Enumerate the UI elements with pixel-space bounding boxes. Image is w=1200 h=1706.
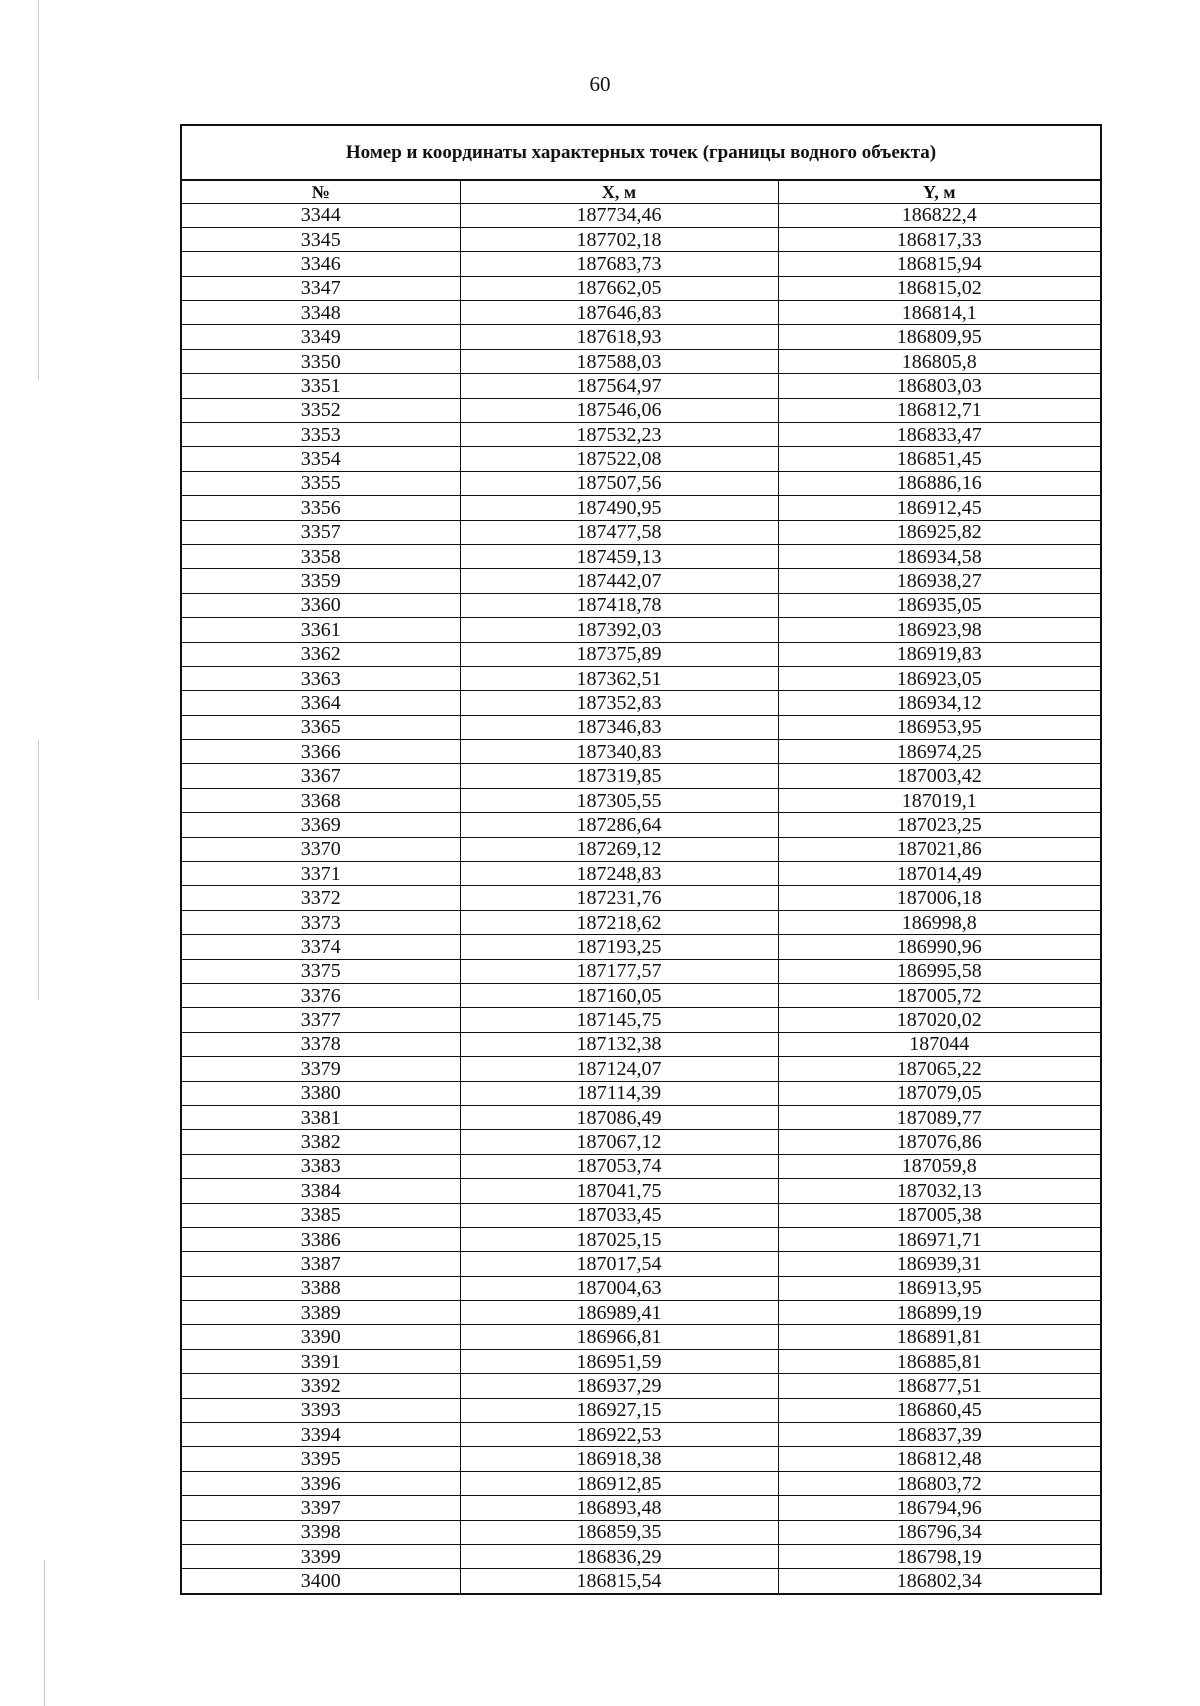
table-row — [182, 1179, 1100, 1203]
table-row — [182, 1447, 1100, 1471]
cell-x-coordinate: 187662,05 — [460, 276, 778, 300]
cell-x-coordinate: 187618,93 — [460, 325, 778, 349]
table-row — [182, 1496, 1100, 1520]
table-row — [182, 1105, 1100, 1129]
table-row — [182, 691, 1100, 715]
cell-y-coordinate: 186923,05 — [778, 666, 1100, 690]
table-row — [182, 666, 1100, 690]
table-row — [182, 593, 1100, 617]
cell-point-number: 3346 — [182, 252, 460, 276]
cell-y-coordinate: 187003,42 — [778, 764, 1100, 788]
cell-point-number: 3387 — [182, 1252, 460, 1276]
cell-x-coordinate: 187459,13 — [460, 544, 778, 568]
table-row — [182, 1520, 1100, 1544]
cell-x-coordinate: 187033,45 — [460, 1203, 778, 1227]
cell-point-number: 3354 — [182, 447, 460, 471]
cell-point-number: 3357 — [182, 520, 460, 544]
table-row — [182, 862, 1100, 886]
table-row — [182, 349, 1100, 373]
cell-x-coordinate: 187507,56 — [460, 471, 778, 495]
table-row — [182, 1057, 1100, 1081]
cell-y-coordinate: 186794,96 — [778, 1496, 1100, 1520]
cell-x-coordinate: 187319,85 — [460, 764, 778, 788]
table-row — [182, 984, 1100, 1008]
table-row — [182, 1130, 1100, 1154]
scan-margin-line — [38, 740, 39, 1000]
table-row — [182, 788, 1100, 812]
table-row — [182, 1423, 1100, 1447]
cell-x-coordinate: 187340,83 — [460, 740, 778, 764]
cell-x-coordinate: 187392,03 — [460, 618, 778, 642]
cell-x-coordinate: 187218,62 — [460, 910, 778, 934]
cell-point-number: 3360 — [182, 593, 460, 617]
table-row — [182, 959, 1100, 983]
table-row — [182, 1301, 1100, 1325]
cell-x-coordinate: 187114,39 — [460, 1081, 778, 1105]
cell-y-coordinate: 186802,34 — [778, 1569, 1100, 1593]
cell-point-number: 3362 — [182, 642, 460, 666]
table-row — [182, 1398, 1100, 1422]
table-row — [182, 423, 1100, 447]
cell-point-number: 3351 — [182, 374, 460, 398]
cell-y-coordinate: 186934,12 — [778, 691, 1100, 715]
cell-point-number: 3382 — [182, 1130, 460, 1154]
cell-x-coordinate: 187004,63 — [460, 1276, 778, 1300]
cell-point-number: 3379 — [182, 1057, 460, 1081]
cell-x-coordinate: 186893,48 — [460, 1496, 778, 1520]
cell-y-coordinate: 186953,95 — [778, 715, 1100, 739]
cell-y-coordinate: 187005,38 — [778, 1203, 1100, 1227]
cell-point-number: 3393 — [182, 1398, 460, 1422]
cell-x-coordinate: 186922,53 — [460, 1423, 778, 1447]
cell-x-coordinate: 186912,85 — [460, 1471, 778, 1495]
cell-y-coordinate: 186919,83 — [778, 642, 1100, 666]
table-body — [182, 203, 1100, 1593]
cell-point-number: 3391 — [182, 1349, 460, 1373]
cell-x-coordinate: 187490,95 — [460, 496, 778, 520]
table-title: Номер и координаты характерных точек (границы водного объекта) — [182, 126, 1100, 181]
cell-point-number: 3392 — [182, 1374, 460, 1398]
table-row — [182, 301, 1100, 325]
cell-x-coordinate: 187025,15 — [460, 1227, 778, 1251]
cell-y-coordinate: 186822,4 — [778, 203, 1100, 227]
cell-y-coordinate: 186814,1 — [778, 301, 1100, 325]
coordinates-grid — [182, 181, 1100, 1593]
cell-y-coordinate: 186803,03 — [778, 374, 1100, 398]
cell-point-number: 3345 — [182, 227, 460, 251]
cell-x-coordinate: 187305,55 — [460, 788, 778, 812]
cell-x-coordinate: 186815,54 — [460, 1569, 778, 1593]
cell-y-coordinate: 186805,8 — [778, 349, 1100, 373]
cell-y-coordinate: 187005,72 — [778, 984, 1100, 1008]
cell-y-coordinate: 186925,82 — [778, 520, 1100, 544]
cell-point-number: 3369 — [182, 813, 460, 837]
table-row — [182, 1008, 1100, 1032]
table-row — [182, 1544, 1100, 1568]
table-row — [182, 935, 1100, 959]
cell-point-number: 3375 — [182, 959, 460, 983]
cell-y-coordinate: 187089,77 — [778, 1105, 1100, 1129]
cell-point-number: 3371 — [182, 862, 460, 886]
table-row — [182, 813, 1100, 837]
cell-y-coordinate: 186877,51 — [778, 1374, 1100, 1398]
cell-x-coordinate: 187053,74 — [460, 1154, 778, 1178]
cell-y-coordinate: 186798,19 — [778, 1544, 1100, 1568]
cell-x-coordinate: 186918,38 — [460, 1447, 778, 1471]
cell-x-coordinate: 187546,06 — [460, 398, 778, 422]
cell-point-number: 3361 — [182, 618, 460, 642]
cell-x-coordinate: 187564,97 — [460, 374, 778, 398]
table-row — [182, 886, 1100, 910]
cell-y-coordinate: 186995,58 — [778, 959, 1100, 983]
table-row — [182, 1276, 1100, 1300]
cell-x-coordinate: 187286,64 — [460, 813, 778, 837]
cell-y-coordinate: 186886,16 — [778, 471, 1100, 495]
table-row — [182, 447, 1100, 471]
table-row — [182, 520, 1100, 544]
cell-x-coordinate: 187532,23 — [460, 423, 778, 447]
cell-point-number: 3353 — [182, 423, 460, 447]
cell-x-coordinate: 187145,75 — [460, 1008, 778, 1032]
cell-x-coordinate: 187086,49 — [460, 1105, 778, 1129]
cell-point-number: 3374 — [182, 935, 460, 959]
cell-x-coordinate: 187160,05 — [460, 984, 778, 1008]
cell-point-number: 3377 — [182, 1008, 460, 1032]
cell-y-coordinate: 186990,96 — [778, 935, 1100, 959]
cell-x-coordinate: 187193,25 — [460, 935, 778, 959]
cell-x-coordinate: 187248,83 — [460, 862, 778, 886]
table-row — [182, 715, 1100, 739]
cell-y-coordinate: 187019,1 — [778, 788, 1100, 812]
table-row — [182, 1569, 1100, 1593]
cell-x-coordinate: 187362,51 — [460, 666, 778, 690]
cell-y-coordinate: 187076,86 — [778, 1130, 1100, 1154]
cell-x-coordinate: 187352,83 — [460, 691, 778, 715]
cell-y-coordinate: 186809,95 — [778, 325, 1100, 349]
table-row — [182, 374, 1100, 398]
cell-x-coordinate: 187041,75 — [460, 1179, 778, 1203]
cell-point-number: 3394 — [182, 1423, 460, 1447]
cell-x-coordinate: 187132,38 — [460, 1032, 778, 1056]
cell-y-coordinate: 186923,98 — [778, 618, 1100, 642]
cell-point-number: 3384 — [182, 1179, 460, 1203]
column-header-y: Y, м — [778, 181, 1100, 203]
cell-x-coordinate: 187375,89 — [460, 642, 778, 666]
cell-x-coordinate: 187522,08 — [460, 447, 778, 471]
cell-y-coordinate: 186833,47 — [778, 423, 1100, 447]
cell-point-number: 3348 — [182, 301, 460, 325]
cell-x-coordinate: 187418,78 — [460, 593, 778, 617]
cell-y-coordinate: 186812,71 — [778, 398, 1100, 422]
table-row — [182, 203, 1100, 227]
column-header-number: № — [182, 181, 460, 203]
cell-x-coordinate: 186966,81 — [460, 1325, 778, 1349]
cell-x-coordinate: 187177,57 — [460, 959, 778, 983]
cell-y-coordinate: 187079,05 — [778, 1081, 1100, 1105]
cell-point-number: 3364 — [182, 691, 460, 715]
table-row — [182, 642, 1100, 666]
table-row — [182, 1154, 1100, 1178]
column-header-x: X, м — [460, 181, 778, 203]
cell-point-number: 3370 — [182, 837, 460, 861]
cell-point-number: 3373 — [182, 910, 460, 934]
cell-point-number: 3367 — [182, 764, 460, 788]
cell-y-coordinate: 187021,86 — [778, 837, 1100, 861]
cell-x-coordinate: 187124,07 — [460, 1057, 778, 1081]
cell-y-coordinate: 186939,31 — [778, 1252, 1100, 1276]
table-row — [182, 1203, 1100, 1227]
cell-point-number: 3352 — [182, 398, 460, 422]
cell-point-number: 3400 — [182, 1569, 460, 1593]
table-row — [182, 471, 1100, 495]
cell-point-number: 3381 — [182, 1105, 460, 1129]
cell-y-coordinate: 187044 — [778, 1032, 1100, 1056]
cell-y-coordinate: 186885,81 — [778, 1349, 1100, 1373]
table-row — [182, 569, 1100, 593]
cell-y-coordinate: 186815,02 — [778, 276, 1100, 300]
cell-y-coordinate: 186851,45 — [778, 447, 1100, 471]
cell-x-coordinate: 187702,18 — [460, 227, 778, 251]
table-row — [182, 1471, 1100, 1495]
cell-point-number: 3368 — [182, 788, 460, 812]
cell-y-coordinate: 186803,72 — [778, 1471, 1100, 1495]
table-row — [182, 1349, 1100, 1373]
cell-x-coordinate: 186836,29 — [460, 1544, 778, 1568]
cell-point-number: 3363 — [182, 666, 460, 690]
cell-y-coordinate: 186891,81 — [778, 1325, 1100, 1349]
scan-margin-line — [38, 0, 39, 380]
cell-x-coordinate: 186989,41 — [460, 1301, 778, 1325]
cell-x-coordinate: 187067,12 — [460, 1130, 778, 1154]
table-row — [182, 837, 1100, 861]
cell-y-coordinate: 187020,02 — [778, 1008, 1100, 1032]
table-row — [182, 1325, 1100, 1349]
cell-y-coordinate: 186912,45 — [778, 496, 1100, 520]
cell-y-coordinate: 186974,25 — [778, 740, 1100, 764]
page-number: 60 — [589, 72, 611, 96]
cell-y-coordinate: 187014,49 — [778, 862, 1100, 886]
cell-point-number: 3378 — [182, 1032, 460, 1056]
cell-point-number: 3399 — [182, 1544, 460, 1568]
coordinates-table — [180, 124, 1102, 1595]
table-row — [182, 1081, 1100, 1105]
table-row — [182, 1374, 1100, 1398]
cell-x-coordinate: 187269,12 — [460, 837, 778, 861]
cell-point-number: 3344 — [182, 203, 460, 227]
cell-point-number: 3359 — [182, 569, 460, 593]
table-row — [182, 398, 1100, 422]
cell-y-coordinate: 186899,19 — [778, 1301, 1100, 1325]
cell-x-coordinate: 186859,35 — [460, 1520, 778, 1544]
table-row — [182, 227, 1100, 251]
table-row — [182, 252, 1100, 276]
cell-y-coordinate: 186934,58 — [778, 544, 1100, 568]
scan-margin-line — [44, 1560, 45, 1706]
cell-point-number: 3396 — [182, 1471, 460, 1495]
cell-y-coordinate: 187006,18 — [778, 886, 1100, 910]
cell-point-number: 3389 — [182, 1301, 460, 1325]
table-row — [182, 1032, 1100, 1056]
table-row — [182, 910, 1100, 934]
cell-point-number: 3388 — [182, 1276, 460, 1300]
cell-point-number: 3349 — [182, 325, 460, 349]
cell-y-coordinate: 186817,33 — [778, 227, 1100, 251]
cell-point-number: 3398 — [182, 1520, 460, 1544]
cell-point-number: 3380 — [182, 1081, 460, 1105]
cell-point-number: 3358 — [182, 544, 460, 568]
cell-x-coordinate: 187477,58 — [460, 520, 778, 544]
cell-point-number: 3397 — [182, 1496, 460, 1520]
table-header-row — [182, 181, 1100, 203]
cell-y-coordinate: 186837,39 — [778, 1423, 1100, 1447]
cell-point-number: 3347 — [182, 276, 460, 300]
cell-point-number: 3350 — [182, 349, 460, 373]
cell-point-number: 3386 — [182, 1227, 460, 1251]
cell-y-coordinate: 186913,95 — [778, 1276, 1100, 1300]
table-row — [182, 276, 1100, 300]
cell-point-number: 3355 — [182, 471, 460, 495]
cell-point-number: 3383 — [182, 1154, 460, 1178]
cell-point-number: 3365 — [182, 715, 460, 739]
cell-y-coordinate: 186971,71 — [778, 1227, 1100, 1251]
cell-y-coordinate: 186796,34 — [778, 1520, 1100, 1544]
table-row — [182, 325, 1100, 349]
cell-y-coordinate: 186860,45 — [778, 1398, 1100, 1422]
table-row — [182, 764, 1100, 788]
cell-x-coordinate: 187017,54 — [460, 1252, 778, 1276]
cell-y-coordinate: 186812,48 — [778, 1447, 1100, 1471]
cell-y-coordinate: 186815,94 — [778, 252, 1100, 276]
cell-point-number: 3376 — [182, 984, 460, 1008]
cell-x-coordinate: 187442,07 — [460, 569, 778, 593]
table-row — [182, 496, 1100, 520]
cell-point-number: 3395 — [182, 1447, 460, 1471]
cell-x-coordinate: 187683,73 — [460, 252, 778, 276]
cell-x-coordinate: 187346,83 — [460, 715, 778, 739]
cell-x-coordinate: 187646,83 — [460, 301, 778, 325]
table-row — [182, 1227, 1100, 1251]
cell-y-coordinate: 187023,25 — [778, 813, 1100, 837]
cell-x-coordinate: 187588,03 — [460, 349, 778, 373]
cell-point-number: 3372 — [182, 886, 460, 910]
cell-y-coordinate: 187059,8 — [778, 1154, 1100, 1178]
cell-y-coordinate: 186935,05 — [778, 593, 1100, 617]
cell-x-coordinate: 186927,15 — [460, 1398, 778, 1422]
cell-point-number: 3356 — [182, 496, 460, 520]
cell-point-number: 3390 — [182, 1325, 460, 1349]
cell-y-coordinate: 186998,8 — [778, 910, 1100, 934]
cell-x-coordinate: 186951,59 — [460, 1349, 778, 1373]
cell-y-coordinate: 186938,27 — [778, 569, 1100, 593]
cell-x-coordinate: 187231,76 — [460, 886, 778, 910]
table-row — [182, 618, 1100, 642]
table-row — [182, 544, 1100, 568]
cell-y-coordinate: 187032,13 — [778, 1179, 1100, 1203]
cell-y-coordinate: 187065,22 — [778, 1057, 1100, 1081]
cell-x-coordinate: 186937,29 — [460, 1374, 778, 1398]
cell-point-number: 3366 — [182, 740, 460, 764]
cell-x-coordinate: 187734,46 — [460, 203, 778, 227]
cell-point-number: 3385 — [182, 1203, 460, 1227]
table-row — [182, 1252, 1100, 1276]
table-row — [182, 740, 1100, 764]
